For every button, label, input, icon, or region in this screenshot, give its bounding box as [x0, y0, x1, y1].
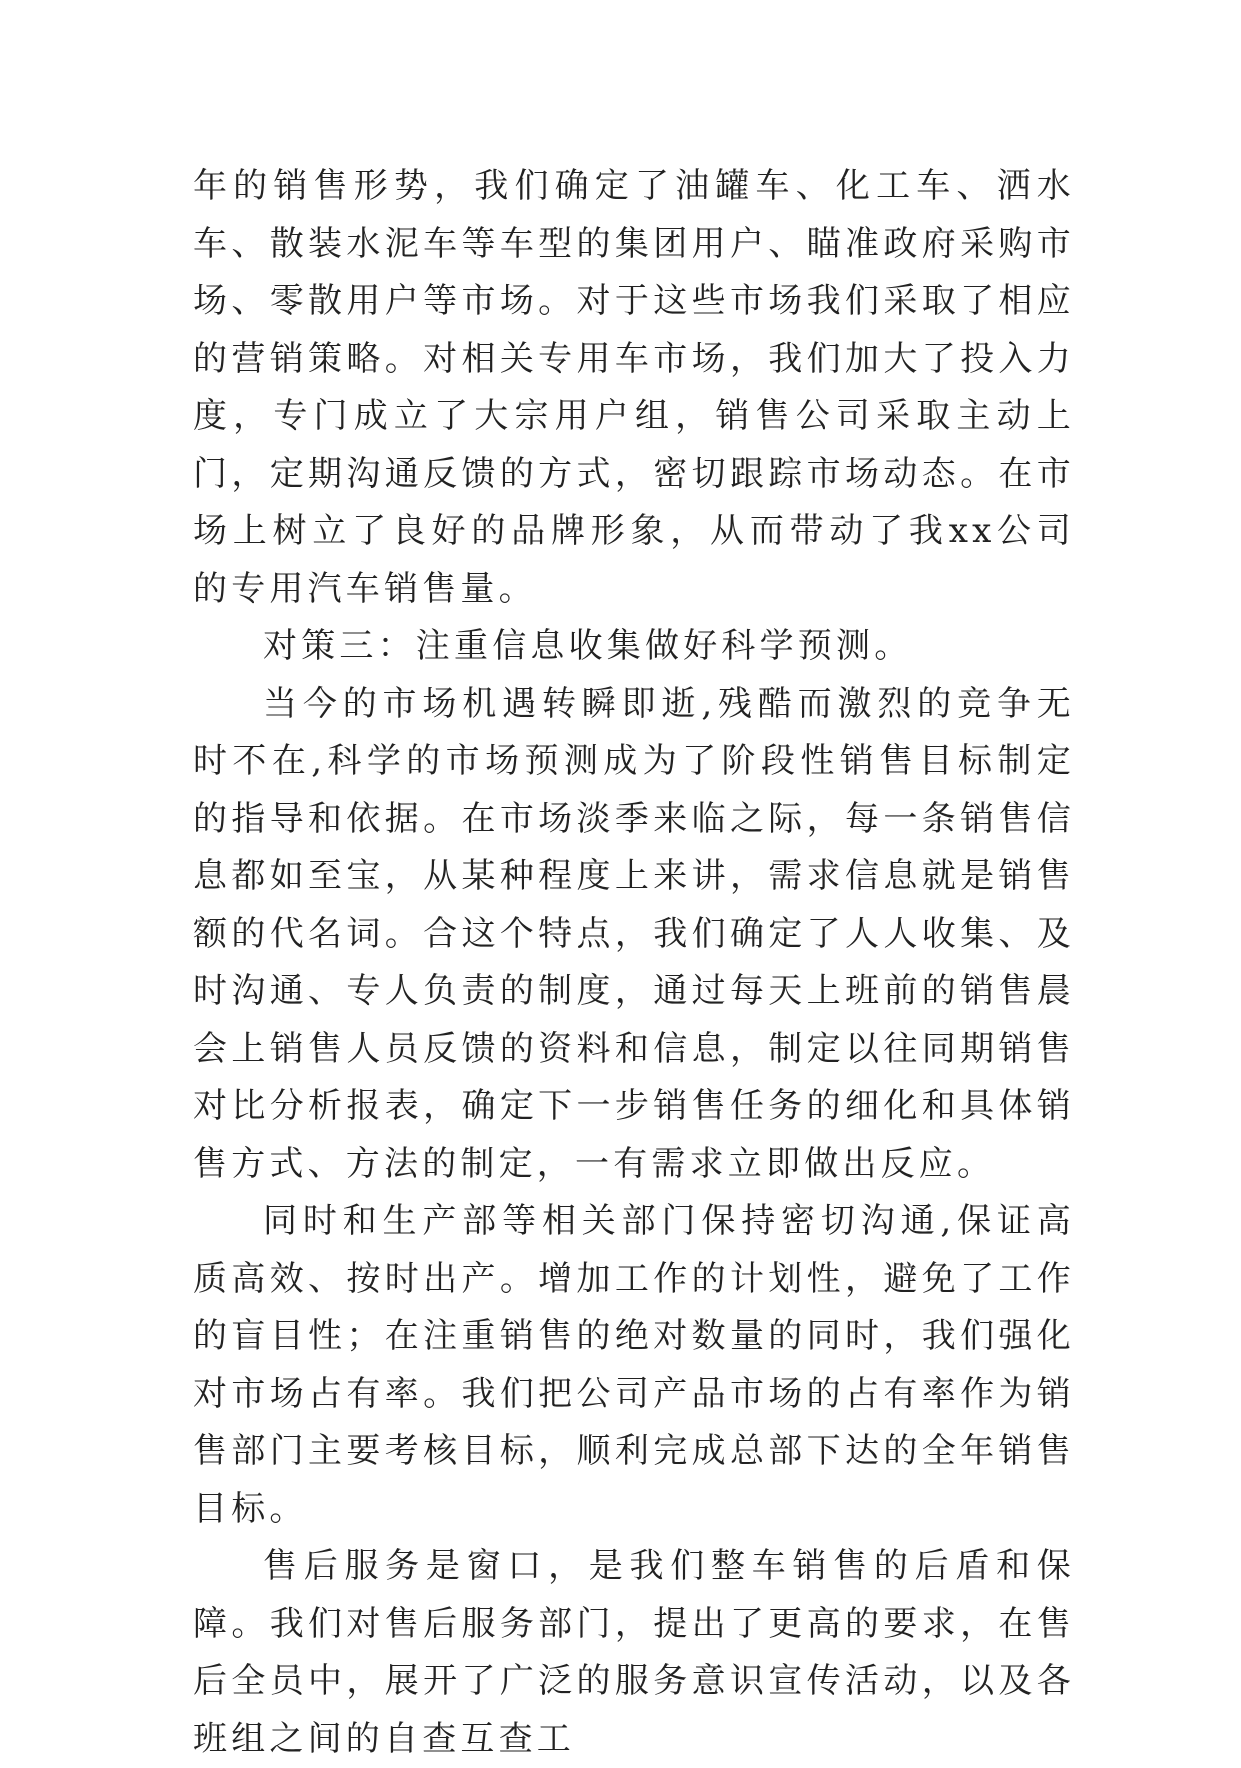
paragraph-4: 同时和生产部等相关部门保持密切沟通,保证高质高效、按时出产。增加工作的计划性，避免了工作的盲目性；在注重销售的绝对数量的同时，我们强化对市场占有率。我们把公司产品市场的占有率作为销售部门主要考核目标，顺利完成总部下达的全年销售目标。 — [193, 1201, 1075, 1529]
paragraph-heading-strategy-3: 对策三：注重信息收集做好科学预测。 — [263, 626, 913, 666]
document-body — [193, 158, 1075, 1768]
paragraph-5: 售后服务是窗口，是我们整车销售的后盾和保障。我们对售后服务部门，提出了更高的要求，在售后全员中，展开了广泛的服务意识宣传活动，以及各班组之间的自查互查工 — [193, 1546, 1075, 1759]
paragraph-1: 年的销售形势，我们确定了油罐车、化工车、洒水车、散装水泥车等车型的集团用户、瞄准政府采购市场、零散用户等市场。对于这些市场我们采取了相应的营销策略。对相关专用车市场，我们加大了投入力度，专门成立了大宗用户组，销售公司采取主动上门，定期沟通反馈的方式，密切跟踪市场动态。在市场上树立了良好的品牌形象，从而带动了我xx公司的专用汽车销售量。 — [193, 166, 1075, 609]
paragraph-3: 当今的市场机遇转瞬即逝,残酷而激烈的竞争无时不在,科学的市场预测成为了阶段性销售目标制定的指导和依据。在市场淡季来临之际，每一条销售信息都如至宝，从某种程度上来讲，需求信息就是销售额的代名词。合这个特点，我们确定了人人收集、及时沟通、专人负责的制度，通过每天上班前的销售晨会上销售人员反馈的资料和信息，制定以往同期销售对比分析报表，确定下一步销售任务的细化和具体销售方式、方法的制定，一有需求立即做出反应。 — [193, 683, 1075, 1184]
